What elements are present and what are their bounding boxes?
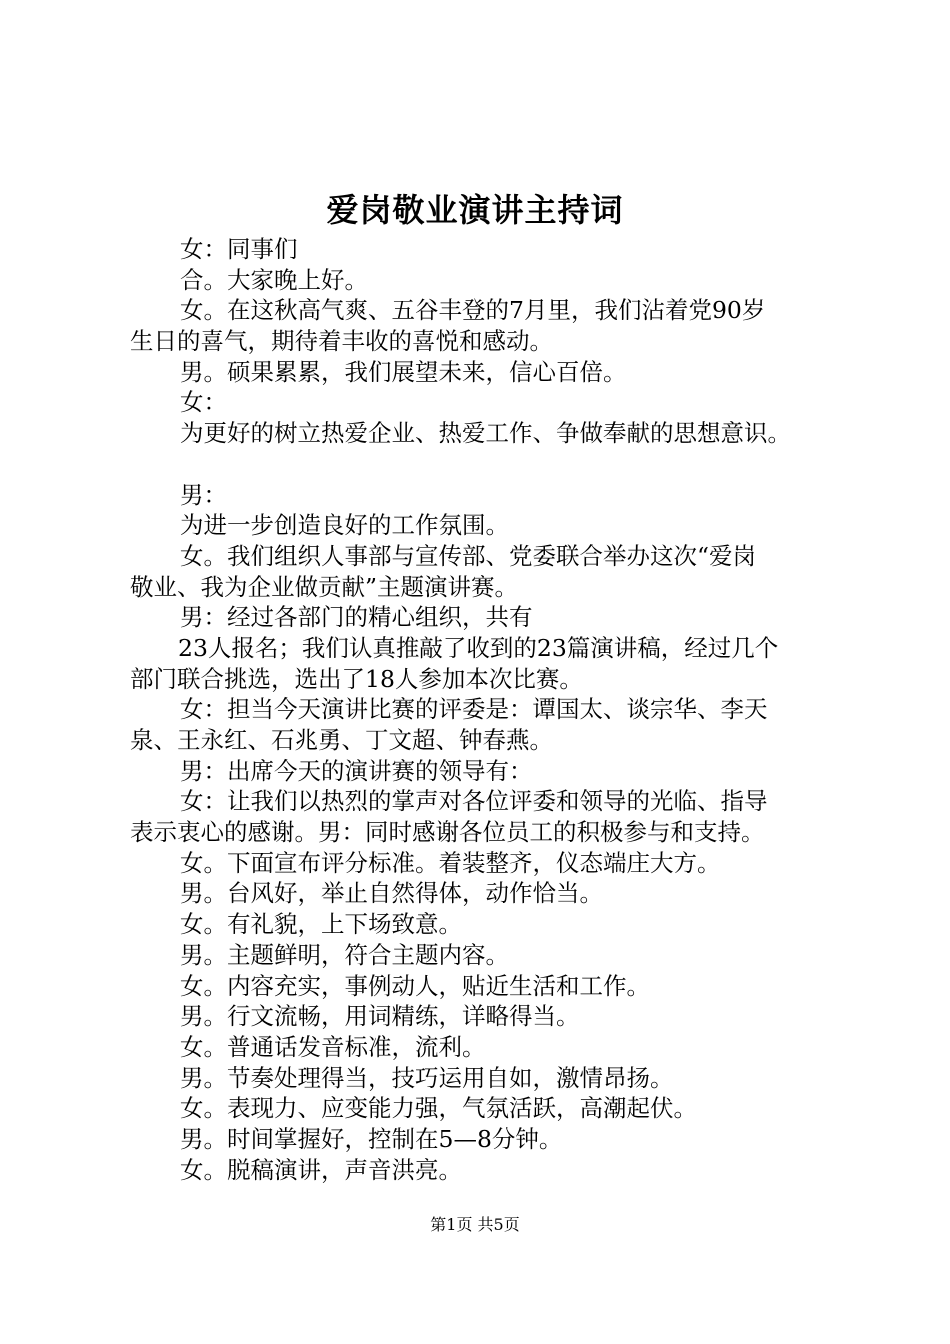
text-line: 男：	[180, 480, 227, 509]
text-line: 敬业、我为企业做贡献”主题演讲赛。	[130, 572, 519, 601]
text-line: 女。我们组织人事部与宣传部、党委联合举办这次“爱岗	[180, 541, 757, 570]
text-line: 合。大家晚上好。	[180, 265, 368, 294]
text-line: 女：让我们以热烈的掌声对各位评委和领导的光临、指导	[180, 787, 768, 816]
text-line: 男。主题鲜明，符合主题内容。	[180, 940, 509, 969]
text-line	[130, 449, 850, 480]
text-line: 女。有礼貌，上下场致意。	[180, 910, 462, 939]
text-line: 女。在这秋高气爽、五谷丰登的7月里，我们沾着党90岁	[180, 296, 766, 325]
text-line: 为进一步创造良好的工作氛围。	[180, 511, 509, 540]
text-line: 女。内容充实，事例动人，贴近生活和工作。	[180, 971, 650, 1000]
text-line: 为更好的树立热爱企业、热爱工作、争做奉献的思想意识。	[180, 419, 791, 448]
text-line: 男。节奏处理得当，技巧运用自如，激情昂扬。	[180, 1063, 674, 1092]
text-line: 女。下面宣布评分标准。着装整齐，仪态端庄大方。	[180, 848, 721, 877]
text-line: 男：经过各部门的精心组织，共有	[180, 603, 533, 632]
text-line: 生日的喜气，期待着丰收的喜悦和感动。	[130, 327, 553, 356]
text-line: 部门联合挑选，选出了18人参加本次比赛。	[130, 664, 583, 693]
text-line: 男。台风好，举止自然得体，动作恰当。	[180, 879, 603, 908]
text-line: 23人报名；我们认真推敲了收到的23篇演讲稿，经过几个	[178, 633, 779, 662]
text-line: 男。硕果累累，我们展望未来，信心百倍。	[180, 357, 627, 386]
text-line: 男。行文流畅，用词精练，详略得当。	[180, 1002, 580, 1031]
text-line: 女：担当今天演讲比赛的评委是：谭国太、谈宗华、李天	[180, 695, 768, 724]
text-line: 女。脱稿演讲，声音洪亮。	[180, 1155, 462, 1184]
text-line: 表示衷心的感谢。男：同时感谢各位员工的积极参与和支持。	[130, 818, 765, 847]
document-body	[130, 234, 850, 1185]
text-line: 男：出席今天的演讲赛的领导有：	[180, 756, 533, 785]
text-line: 女：	[180, 388, 227, 417]
text-line: 女。普通话发音标准，流利。	[180, 1032, 486, 1061]
text-line: 女：同事们	[180, 235, 298, 263]
page-footer: 第1页 共5页	[430, 1215, 520, 1234]
text-line: 男。时间掌握好，控制在5—8分钟。	[180, 1124, 563, 1153]
text-line: 泉、王永红、石兆勇、丁文超、钟春燕。	[130, 726, 553, 754]
document-title: 爱岗敬业演讲主持词	[326, 191, 624, 229]
text-line: 女。表现力、应变能力强，气氛活跃，高潮起伏。	[180, 1094, 697, 1123]
